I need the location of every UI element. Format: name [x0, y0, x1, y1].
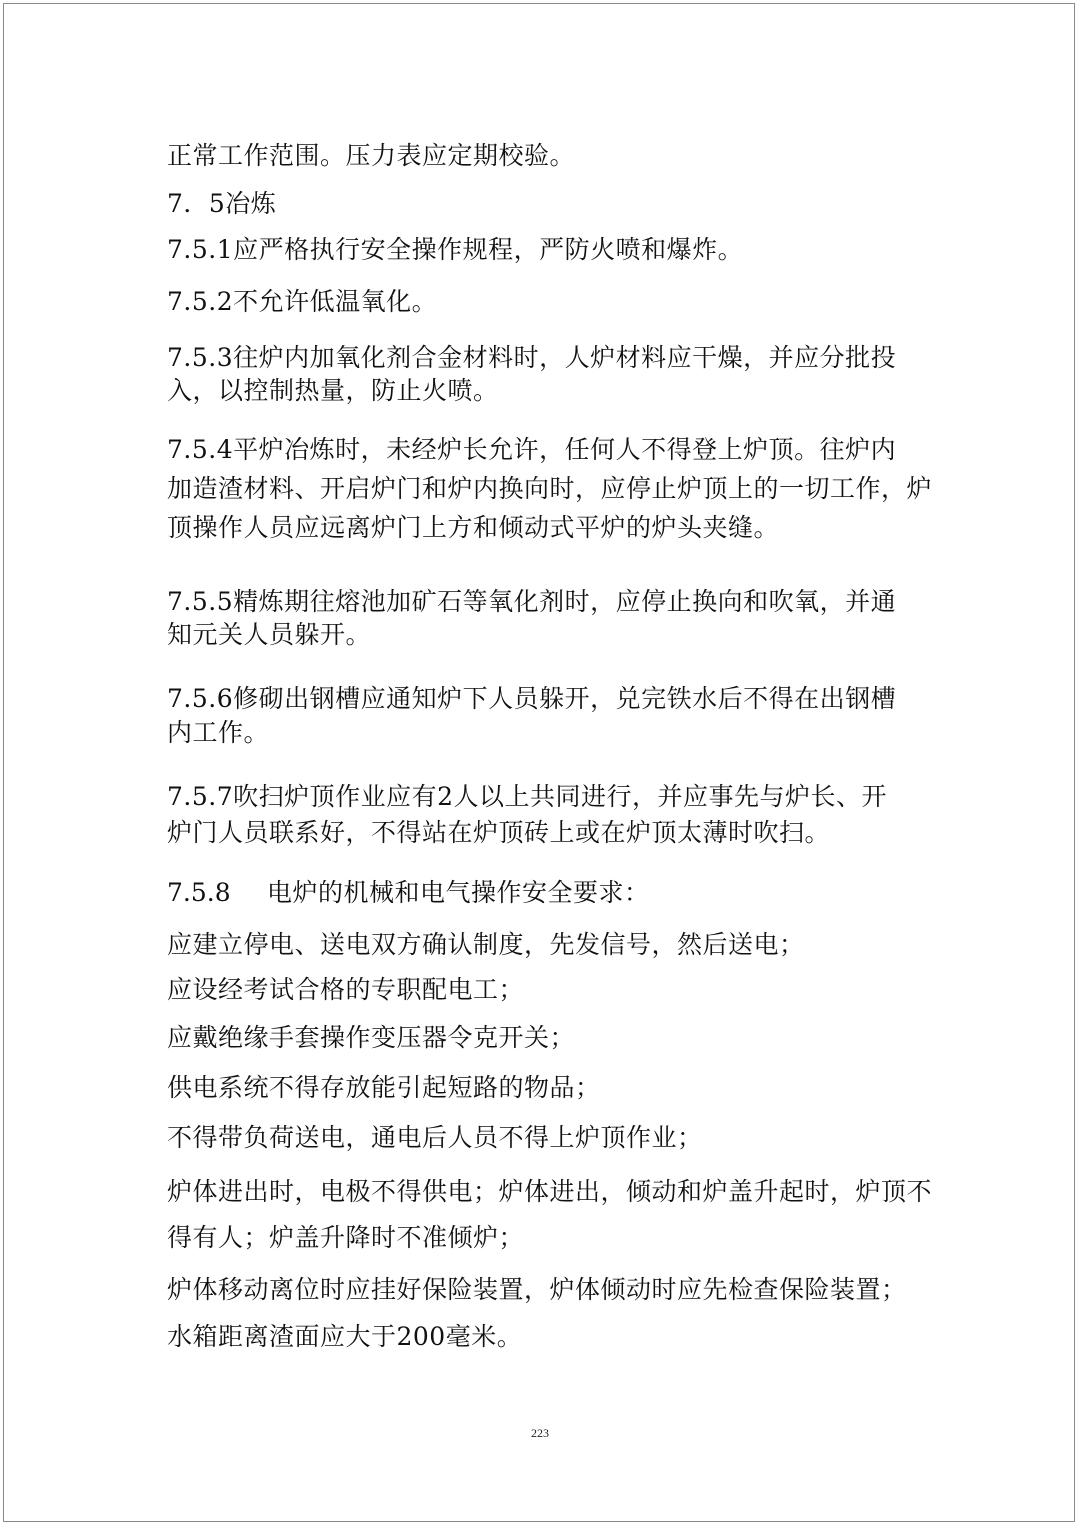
requirement-item: 不得带负荷送电，通电后人员不得上炉顶作业；	[167, 1123, 703, 1152]
clause-7-5-8-title: 电炉的机械和电气操作安全要求：	[267, 878, 650, 907]
text-line: 得有人；炉盖升降时不准倾炉；	[167, 1223, 525, 1252]
clause-7-5-4: 7.5.4平炉冶炼时，未经炉长允许，任何人不得登上炉顶。往炉内	[167, 435, 897, 464]
section-heading: 7．5冶炼	[167, 189, 277, 218]
text-line: 知元关人员躲开。	[167, 620, 372, 649]
clause-7-5-6: 7.5.6修砌出钢槽应通知炉下人员躲开，兑完铁水后不得在出钢槽	[167, 684, 897, 713]
requirement-item: 炉体进出时，电极不得供电；炉体进出，倾动和炉盖升起时，炉顶不	[167, 1177, 933, 1206]
text-line: 入，以控制热量，防止火喷。	[167, 376, 499, 405]
clause-7-5-3: 7.5.3往炉内加氧化剂合金材料时，人炉材料应干燥，并应分批投	[167, 343, 897, 372]
clause-7-5-5: 7.5.5精炼期往熔池加矿石等氧化剂时，应停止换向和吹氧，并通	[167, 587, 897, 616]
document-page	[3, 3, 1075, 1522]
clause-7-5-2: 7.5.2不允许低温氧化。	[167, 287, 438, 316]
requirement-item: 水箱距离渣面应大于200毫米。	[167, 1322, 523, 1351]
page-number: 223	[531, 1426, 549, 1440]
text-line: 加造渣材料、开启炉门和炉内换向时，应停止炉顶上的一切工作，炉	[167, 474, 933, 503]
requirement-item: 供电系统不得存放能引起短路的物品；	[167, 1073, 601, 1102]
text-line: 内工作。	[167, 718, 270, 747]
text-line: 炉门人员联系好，不得站在炉顶砖上或在炉顶太薄时吹扫。	[167, 818, 831, 847]
requirement-item: 炉体移动离位时应挂好保险装置，炉体倾动时应先检查保险装置；	[167, 1275, 907, 1304]
text-line: 正常工作范围。压力表应定期校验。	[167, 141, 576, 170]
clause-7-5-7: 7.5.7吹扫炉顶作业应有2人以上共同进行，并应事先与炉长、开	[167, 782, 888, 811]
clause-7-5-1: 7.5.1应严格执行安全操作规程，严防火喷和爆炸。	[167, 235, 744, 264]
clause-7-5-8-number: 7.5.8	[167, 878, 231, 907]
requirement-item: 应戴绝缘手套操作变压器令克开关；	[167, 1023, 576, 1052]
text-line: 顶操作人员应远离炉门上方和倾动式平炉的炉头夹缝。	[167, 513, 780, 542]
requirement-item: 应设经考试合格的专职配电工；	[167, 975, 525, 1004]
requirement-item: 应建立停电、送电双方确认制度，先发信号，然后送电；	[167, 930, 805, 959]
